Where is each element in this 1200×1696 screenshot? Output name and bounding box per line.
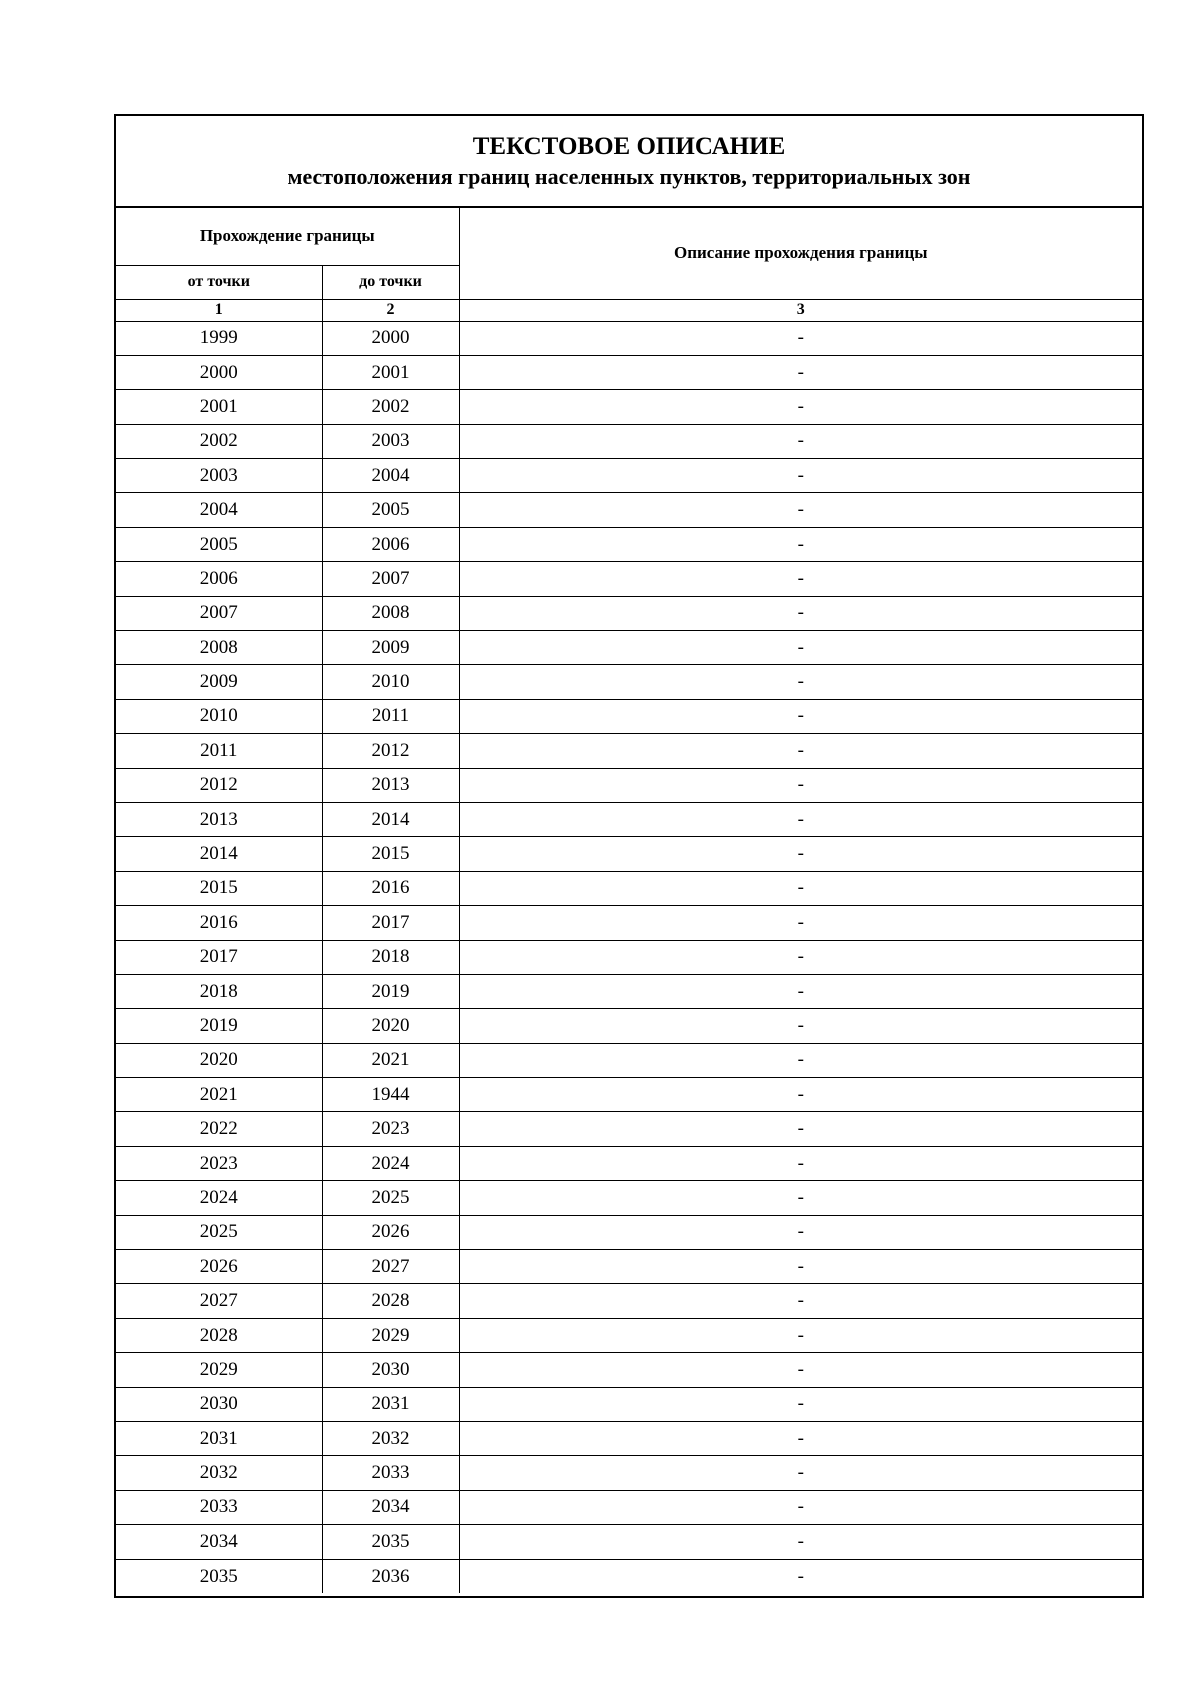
cell-from-point: 2000 — [116, 355, 322, 389]
table-row — [116, 1284, 1142, 1318]
cell-from-point: 2035 — [116, 1559, 322, 1593]
table-row — [116, 562, 1142, 596]
cell-from-point: 2033 — [116, 1490, 322, 1524]
cell-to-point: 2007 — [322, 562, 459, 596]
cell-description: - — [459, 1318, 1142, 1352]
cell-to-point: 2008 — [322, 596, 459, 630]
cell-from-point: 2029 — [116, 1353, 322, 1387]
cell-description: - — [459, 1559, 1142, 1593]
cell-description: - — [459, 1525, 1142, 1559]
cell-description: - — [459, 699, 1142, 733]
cell-to-point: 2006 — [322, 527, 459, 561]
table-row — [116, 940, 1142, 974]
cell-from-point: 2012 — [116, 768, 322, 802]
table-row — [116, 596, 1142, 630]
cell-to-point: 2015 — [322, 837, 459, 871]
cell-description: - — [459, 665, 1142, 699]
cell-from-point: 2028 — [116, 1318, 322, 1352]
header-from-point: от точки — [116, 265, 322, 299]
cell-description: - — [459, 1043, 1142, 1077]
table-row — [116, 974, 1142, 1008]
cell-to-point: 2018 — [322, 940, 459, 974]
cell-description: - — [459, 424, 1142, 458]
cell-to-point: 2030 — [322, 1353, 459, 1387]
table-row — [116, 1078, 1142, 1112]
cell-description: - — [459, 631, 1142, 665]
table-row — [116, 1422, 1142, 1456]
cell-from-point: 2031 — [116, 1422, 322, 1456]
cell-description: - — [459, 1146, 1142, 1180]
cell-description: - — [459, 527, 1142, 561]
table-row — [116, 1525, 1142, 1559]
column-number-3: 3 — [459, 299, 1142, 321]
column-number-1: 1 — [116, 299, 322, 321]
table-row — [116, 734, 1142, 768]
cell-from-point: 2024 — [116, 1181, 322, 1215]
cell-description: - — [459, 940, 1142, 974]
cell-to-point: 2031 — [322, 1387, 459, 1421]
cell-description: - — [459, 355, 1142, 389]
column-number-2: 2 — [322, 299, 459, 321]
cell-description: - — [459, 562, 1142, 596]
cell-to-point: 2002 — [322, 390, 459, 424]
cell-from-point: 2017 — [116, 940, 322, 974]
cell-from-point: 2023 — [116, 1146, 322, 1180]
cell-description: - — [459, 1284, 1142, 1318]
cell-description: - — [459, 906, 1142, 940]
table-row — [116, 1181, 1142, 1215]
cell-description: - — [459, 596, 1142, 630]
cell-to-point: 2033 — [322, 1456, 459, 1490]
table-row — [116, 459, 1142, 493]
cell-description: - — [459, 1009, 1142, 1043]
cell-from-point: 2019 — [116, 1009, 322, 1043]
cell-to-point: 2001 — [322, 355, 459, 389]
cell-description: - — [459, 1456, 1142, 1490]
table-row — [116, 1490, 1142, 1524]
cell-description: - — [459, 871, 1142, 905]
table-row — [116, 1318, 1142, 1352]
cell-description: - — [459, 1422, 1142, 1456]
table-row — [116, 837, 1142, 871]
cell-to-point: 2003 — [322, 424, 459, 458]
cell-to-point: 2004 — [322, 459, 459, 493]
cell-description: - — [459, 1250, 1142, 1284]
header-description: Описание прохождения границы — [459, 208, 1142, 299]
table-row — [116, 1215, 1142, 1249]
cell-from-point: 2027 — [116, 1284, 322, 1318]
cell-to-point: 2009 — [322, 631, 459, 665]
cell-to-point: 1944 — [322, 1078, 459, 1112]
table-body — [116, 321, 1142, 1593]
table-row — [116, 1456, 1142, 1490]
cell-to-point: 2036 — [322, 1559, 459, 1593]
cell-from-point: 2021 — [116, 1078, 322, 1112]
cell-from-point: 2015 — [116, 871, 322, 905]
cell-to-point: 2034 — [322, 1490, 459, 1524]
cell-from-point: 2011 — [116, 734, 322, 768]
table-row — [116, 871, 1142, 905]
cell-to-point: 2035 — [322, 1525, 459, 1559]
cell-description: - — [459, 974, 1142, 1008]
table-row — [116, 355, 1142, 389]
cell-to-point: 2021 — [322, 1043, 459, 1077]
cell-description: - — [459, 493, 1142, 527]
cell-from-point: 1999 — [116, 321, 322, 355]
cell-from-point: 2025 — [116, 1215, 322, 1249]
table-row — [116, 802, 1142, 836]
cell-from-point: 2018 — [116, 974, 322, 1008]
cell-to-point: 2011 — [322, 699, 459, 733]
cell-from-point: 2013 — [116, 802, 322, 836]
document-title: ТЕКСТОВОЕ ОПИСАНИЕ — [472, 133, 786, 160]
cell-to-point: 2019 — [322, 974, 459, 1008]
table-row — [116, 1112, 1142, 1146]
table-row — [116, 631, 1142, 665]
table-row — [116, 1250, 1142, 1284]
table-row — [116, 906, 1142, 940]
cell-to-point: 2005 — [322, 493, 459, 527]
table-row — [116, 1043, 1142, 1077]
cell-description: - — [459, 1112, 1142, 1146]
table-row — [116, 321, 1142, 355]
table-row — [116, 390, 1142, 424]
cell-description: - — [459, 837, 1142, 871]
document-title-block — [116, 116, 1142, 208]
cell-description: - — [459, 321, 1142, 355]
boundary-description-document — [114, 114, 1144, 1598]
cell-description: - — [459, 459, 1142, 493]
cell-description: - — [459, 802, 1142, 836]
table-row — [116, 699, 1142, 733]
cell-to-point: 2027 — [322, 1250, 459, 1284]
cell-from-point: 2034 — [116, 1525, 322, 1559]
cell-to-point: 2032 — [322, 1422, 459, 1456]
table-row — [116, 424, 1142, 458]
cell-description: - — [459, 1215, 1142, 1249]
cell-to-point: 2012 — [322, 734, 459, 768]
cell-to-point: 2016 — [322, 871, 459, 905]
cell-to-point: 2023 — [322, 1112, 459, 1146]
cell-to-point: 2028 — [322, 1284, 459, 1318]
table-row — [116, 1387, 1142, 1421]
cell-to-point: 2020 — [322, 1009, 459, 1043]
table-row — [116, 493, 1142, 527]
table-row — [116, 1559, 1142, 1593]
table-row — [116, 1146, 1142, 1180]
cell-from-point: 2022 — [116, 1112, 322, 1146]
cell-from-point: 2007 — [116, 596, 322, 630]
cell-from-point: 2004 — [116, 493, 322, 527]
table-row — [116, 768, 1142, 802]
cell-description: - — [459, 1387, 1142, 1421]
cell-from-point: 2010 — [116, 699, 322, 733]
cell-description: - — [459, 1181, 1142, 1215]
cell-to-point: 2013 — [322, 768, 459, 802]
cell-from-point: 2016 — [116, 906, 322, 940]
cell-description: - — [459, 1490, 1142, 1524]
cell-from-point: 2020 — [116, 1043, 322, 1077]
cell-from-point: 2008 — [116, 631, 322, 665]
cell-from-point: 2026 — [116, 1250, 322, 1284]
cell-to-point: 2025 — [322, 1181, 459, 1215]
boundary-table — [116, 208, 1142, 1593]
cell-to-point: 2014 — [322, 802, 459, 836]
cell-from-point: 2006 — [116, 562, 322, 596]
cell-from-point: 2002 — [116, 424, 322, 458]
cell-description: - — [459, 1078, 1142, 1112]
table-row — [116, 665, 1142, 699]
cell-from-point: 2001 — [116, 390, 322, 424]
cell-from-point: 2003 — [116, 459, 322, 493]
cell-from-point: 2030 — [116, 1387, 322, 1421]
document-subtitle: местоположения границ населенных пунктов, территориальных зон — [287, 164, 971, 189]
cell-from-point: 2014 — [116, 837, 322, 871]
cell-description: - — [459, 768, 1142, 802]
cell-description: - — [459, 734, 1142, 768]
cell-to-point: 2026 — [322, 1215, 459, 1249]
cell-to-point: 2010 — [322, 665, 459, 699]
cell-to-point: 2024 — [322, 1146, 459, 1180]
cell-description: - — [459, 390, 1142, 424]
table-row — [116, 1353, 1142, 1387]
cell-to-point: 2029 — [322, 1318, 459, 1352]
cell-from-point: 2009 — [116, 665, 322, 699]
header-boundary-passage: Прохождение границы — [116, 208, 459, 265]
header-to-point: до точки — [322, 265, 459, 299]
cell-from-point: 2032 — [116, 1456, 322, 1490]
table-row — [116, 527, 1142, 561]
cell-to-point: 2000 — [322, 321, 459, 355]
cell-description: - — [459, 1353, 1142, 1387]
cell-to-point: 2017 — [322, 906, 459, 940]
table-row — [116, 1009, 1142, 1043]
cell-from-point: 2005 — [116, 527, 322, 561]
